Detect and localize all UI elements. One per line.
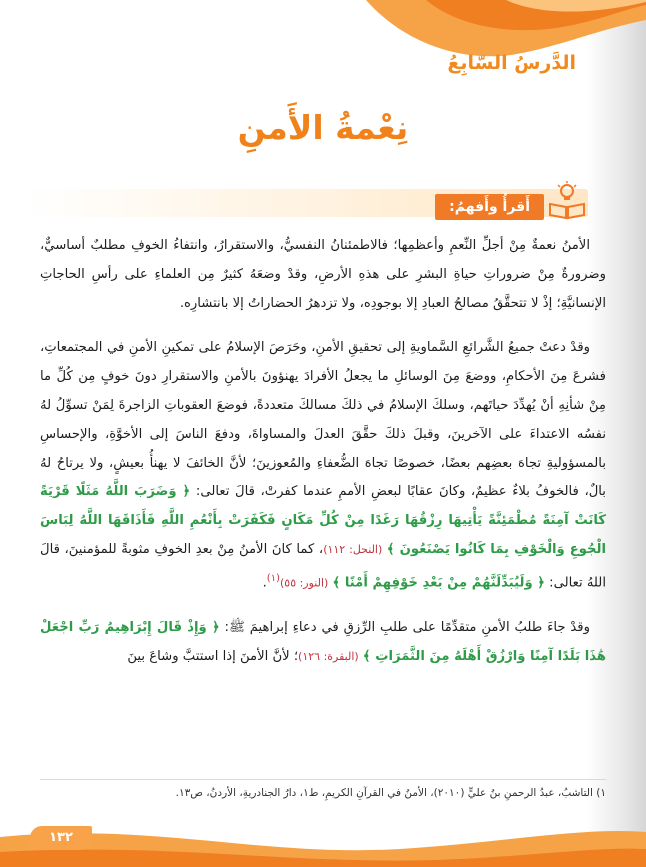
paragraph-3 (40, 614, 606, 672)
footnote: ١) التاشبُ، عبدُ الرحمنِ بنُ عليٍّ (٢٠١٠)، الأمنُ في القرآنِ الكريمِ، ط١، دارُ الجنادريةِ، الأردنُ، ص١٣. (175, 787, 606, 799)
section-heading-label: أَقرأُ وأَفهمُ: (435, 194, 544, 220)
quran-verse-nahl: ﴿ وَضَرَبَ اللَّهُ مَثَلًا قَرْيَةً كَانَتْ آمِنَةً مُطْمَئِنَّةً يَأْتِيهَا رِزْقُهَا رَغَدًا مِنْ كُلِّ مَكَانٍ فَكَفَرَتْ بِأَنْعُمِ اللَّهِ فَأَذَاقَهَا اللَّهُ لِبَاسَ الْجُوعِ وَالْخَوْفِ بِمَا كَانُوا يَصْنَعُونَ ﴾ (40, 484, 607, 557)
footnote-divider (40, 779, 606, 780)
paragraph-2: وقدْ دعتْ جميعُ الشَّرائعِ السَّماويةِ إلى تحقيقِ الأمنِ، وحَرَصَ الإسلامُ على تمكينِ الأمنِ في المجتمعاتِ، فشرعَ مِنَ الأحكامِ، ووضعَ مِنَ الوسائلِ ما يجعلُ الأفرادَ يهنؤونَ بالأمنِ والاستقرارِ دونَ خوفٍ مِن كُلِّ ما مِنْ شأنِهِ أنْ يُهدِّدَ حياتَهم، وسلكَ الإسلامُ في ذلكَ مسالكَ متعددةً، فوضعَ العقوباتِ الزاجرةَ لِمَنْ تسوِّلُ لهُ نفسُه الاعتداءَ على الآخرينَ، وقبلَ ذلكَ حقَّقَ العدلَ والمساواةَ، ودفعَ الناسَ إلى الأخوَّةِ، والإحساسِ بالمسؤوليةِ تجاهَ بعضِهم بعضًا، خصوصًا تجاهَ الضُّعفاءِ والمُعوزينَ؛ لأنَّ الخائفَ لا يهنأُ بعيشٍ، ولا يرتاحُ لهُ بالٌ، فالخوفُ بلاءٌ عظيمٌ، وكانَ عقابًا لبعضِ الأممِ عندما كفرتْ، قالَ تعالى: ﴿ وَضَرَبَ اللَّهُ مَثَلًا قَرْيَةً كَانَتْ آمِنَةً مُطْمَئِنَّةً يَأْتِيهَا رِزْقُهَا رَغَدًا مِنْ كُلِّ مَكَانٍ فَكَفَرَتْ بِأَنْعُمِ اللَّهِ فَأَذَاقَهَا اللَّهُ لِبَاسَ الْجُوعِ وَالْخَوْفِ بِمَا كَانُوا يَصْنَعُونَ ﴾ (النحل: ١١٢)، كما كانَ الأمنُ مِنْ بعدِ الخوفِ مثوبةً للمؤمنينَ، قالَ اللهُ تعالى: ﴿ وَلَيُبَدِّلَنَّهُمْ مِنْ بَعْدِ خَوْفِهِمْ أَمْنًا ﴾ (النور: ٥٥)$^{(١)}$. (40, 340, 607, 591)
paragraph-2-middle: ، كما كانَ الأمنُ مِنْ بعدِ الخوفِ مثوبةً للمؤمنينَ، قالَ اللهُ تعالى: (40, 541, 606, 591)
section-heading (25, 180, 588, 220)
quran-verse-baqara: ﴿ وَإِذْ قَالَ إِبْرَاهِيمُ رَبِّ اجْعَلْ هَٰذَا بَلَدًا آمِنًا وَارْزُقْ أَهْلَهُ مِنَ الثَّمَرَاتِ ﴾ (40, 619, 606, 664)
lesson-body (40, 232, 606, 672)
page-number: ١٣٢ (30, 826, 92, 850)
paragraph-3-text: وقدْ جاءَ طلبُ الأمنِ متقدِّمًا على طلبِ الرِّزقِ في دعاءِ إبراهيمَ ﷺ: (224, 619, 590, 635)
lesson-number-label: الدَّرسُ السّابِعُ (447, 52, 576, 74)
paragraph-3-tail: ؛ لأنَّ الأمنَ إذا استتبَّ وشاعَ بينَ (127, 648, 299, 664)
verse-reference-nur: (النور: ٥٥) (279, 576, 329, 590)
reading-book-lightbulb-icon (546, 180, 588, 220)
lesson-title: نِعْمةُ الأَمنِ (237, 108, 409, 147)
paragraph-2-text: وقدْ دعتْ جميعُ الشَّرائعِ السَّماويةِ إلى تحقيقِ الأمنِ، وحَرَصَ الإسلامُ على تمكينِ الأمنِ في المجتمعاتِ، فشرعَ مِنَ الأحكامِ، ووضعَ مِنَ الوسائلِ ما يجعلُ الأفرادَ يهنؤونَ بالأمنِ والاستقرارِ دونَ خوفٍ مِن كُلِّ ما مِنْ شأنِهِ أنْ يُهدِّدَ حياتَهم، وسلكَ الإسلامُ في ذلكَ مسالكَ متعددةً، فوضعَ العقوباتِ الزاجرةَ لِمَنْ تسوِّلُ لهُ نفسُه الاعتداءَ على الآخرينَ، وقبلَ ذلكَ حقَّقَ العدلَ والمساواةَ، ودفعَ الناسَ إلى الأخوَّةِ، والإحساسِ بالمسؤوليةِ تجاهَ بعضِهم بعضًا، خصوصًا تجاهَ الضُّعفاءِ والمُعوزينَ؛ لأنَّ الخائفَ لا يهنأُ بعيشٍ، ولا يرتاحُ لهُ بالٌ، فالخوفُ بلاءٌ عظيمٌ، وكانَ عقابًا لبعضِ الأممِ عندما كفرتْ، قالَ تعالى: (40, 340, 606, 500)
top-orange-decoration (306, 0, 646, 100)
verse-reference-baqara: (البقرة: ١٢٦) (298, 649, 359, 663)
footnote-marker: (١) (266, 572, 280, 584)
bottom-orange-decoration (0, 797, 646, 867)
verse-reference-nahl: (النحل: ١١٢) (323, 542, 383, 556)
quran-verse-nur: ﴿ وَلَيُبَدِّلَنَّهُمْ مِنْ بَعْدِ خَوْفِهِمْ أَمْنًا ﴾ (332, 575, 545, 591)
paragraph-1: الأمنُ نعمةٌ مِنْ أجلِّ النِّعمِ وأعظمِها؛ فالاطمئنانُ النفسيُّ، والاستقرارُ، وانتفاءُ الخوفِ مطلبٌ أساسيٌّ، وضرورةٌ مِنْ ضروراتِ حياةِ البشرِ على هذهِ الأرضِ، وقدْ وضعَهُ كثيرٌ مِن العلماءِ على رأسِ الحاجاتِ الإنسانيَّةِ؛ إذْ لا تتحقَّقُ مصالحُ العبادِ إلا بوجودِه، ولا تزدهرُ الحضاراتُ إلا بانتشارِه. (40, 238, 606, 311)
